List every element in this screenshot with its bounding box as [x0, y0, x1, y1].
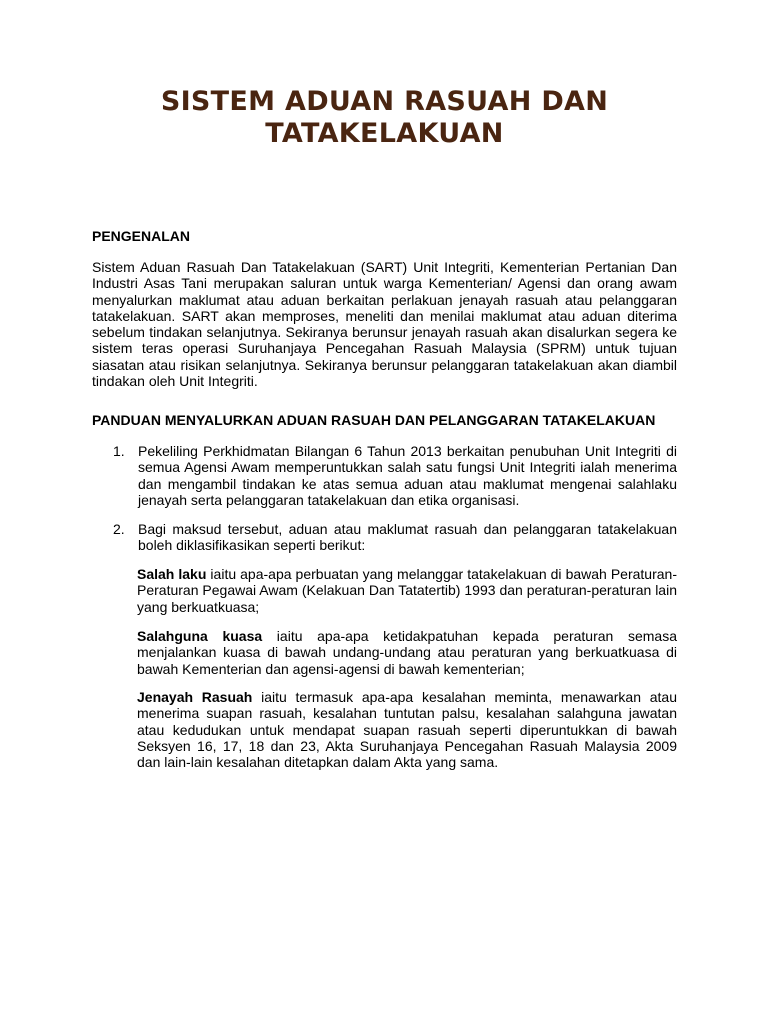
list-item-text: Bagi maksud tersebut, aduan atau maklumat rasuah dan pelanggaran tatakelakuan boleh diklasifikasikan seperti berikut: — [138, 521, 677, 554]
list-item-number: 2. — [113, 521, 125, 537]
definition-term: Salah laku — [137, 566, 207, 582]
definition-text: iaitu apa-apa ketidakpatuhan kepada peraturan semasa menjalankan kuasa di bawah undang-undang atau peraturan yang berkuatkuasa di bawah Kementerian dan agensi-agensi di bawah kementerian; — [137, 628, 677, 677]
definition-salah-laku — [137, 566, 677, 615]
definition-salahguna-kuasa — [137, 628, 677, 677]
definition-jenayah-rasuah — [137, 689, 677, 770]
definition-term: Jenayah Rasuah — [137, 689, 253, 705]
definition-text: iaitu apa-apa perbuatan yang melanggar tatakelakuan di bawah Peraturan-Peraturan Pegawai Awam (Kelakuan Dan Tatatertib) 1993 dan peraturan-peraturan lain yang berkuatkuasa; — [137, 566, 677, 615]
document-title: SISTEM ADUAN RASUAH DAN TATAKELAKUAN — [160, 86, 609, 149]
intro-heading: PENGENALAN — [92, 228, 191, 244]
definition-term: Salahguna kuasa — [137, 628, 263, 644]
list-item-text: Pekeliling Perkhidmatan Bilangan 6 Tahun 2013 berkaitan penubuhan Unit Integriti di semua Agensi Awam memperuntukkan salah satu fungsi Unit Integriti ialah menerima dan mengambil tindakan ke atas semua aduan atau maklumat mengenai salahlaku jenayah serta pelanggaran tatakelakuan dan etika organisasi. — [138, 443, 677, 508]
definition-text: iaitu termasuk apa-apa kesalahan meminta, menawarkan atau menerima suapan rasuah, kesalahan tuntutan palsu, kesalahan salahguna jawatan atau kedudukan untuk mendapat suapan rasuah seperti diperuntukkan di bawah Seksyen 16, 17, 18 dan 23, Akta Suruhanjaya Pencegahan Rasuah Malaysia 2009 dan lain-lain kesalahan ditetapkan dalam Akta yang sama. — [137, 689, 677, 771]
guide-heading: PANDUAN MENYALURKAN ADUAN RASUAH DAN PELANGGARAN TATAKELAKUAN — [92, 412, 656, 428]
list-item-number: 1. — [113, 443, 125, 459]
intro-paragraph: Sistem Aduan Rasuah Dan Tatakelakuan (SART) Unit Integriti, Kementerian Pertanian Dan Industri Asas Tani merupakan saluran untuk warga Kementerian/ Agensi dan orang awam menyalurkan maklumat atau aduan berkaitan perlakuan jenayah rasuah atau pelanggaran tatakelakuan. SART akan memproses, meneliti dan menilai maklumat atau aduan diterima sebelum tindakan selanjutnya. Sekiranya berunsur jenayah rasuah akan disalurkan segera ke sistem teras operasi Suruhanjaya Pencegahan Rasuah Malaysia (SPRM) untuk tujuan siasatan atau risikan selanjutnya. Sekiranya berunsur pelanggaran tatakelakuan akan diambil tindakan oleh Unit Integriti. — [92, 259, 677, 390]
